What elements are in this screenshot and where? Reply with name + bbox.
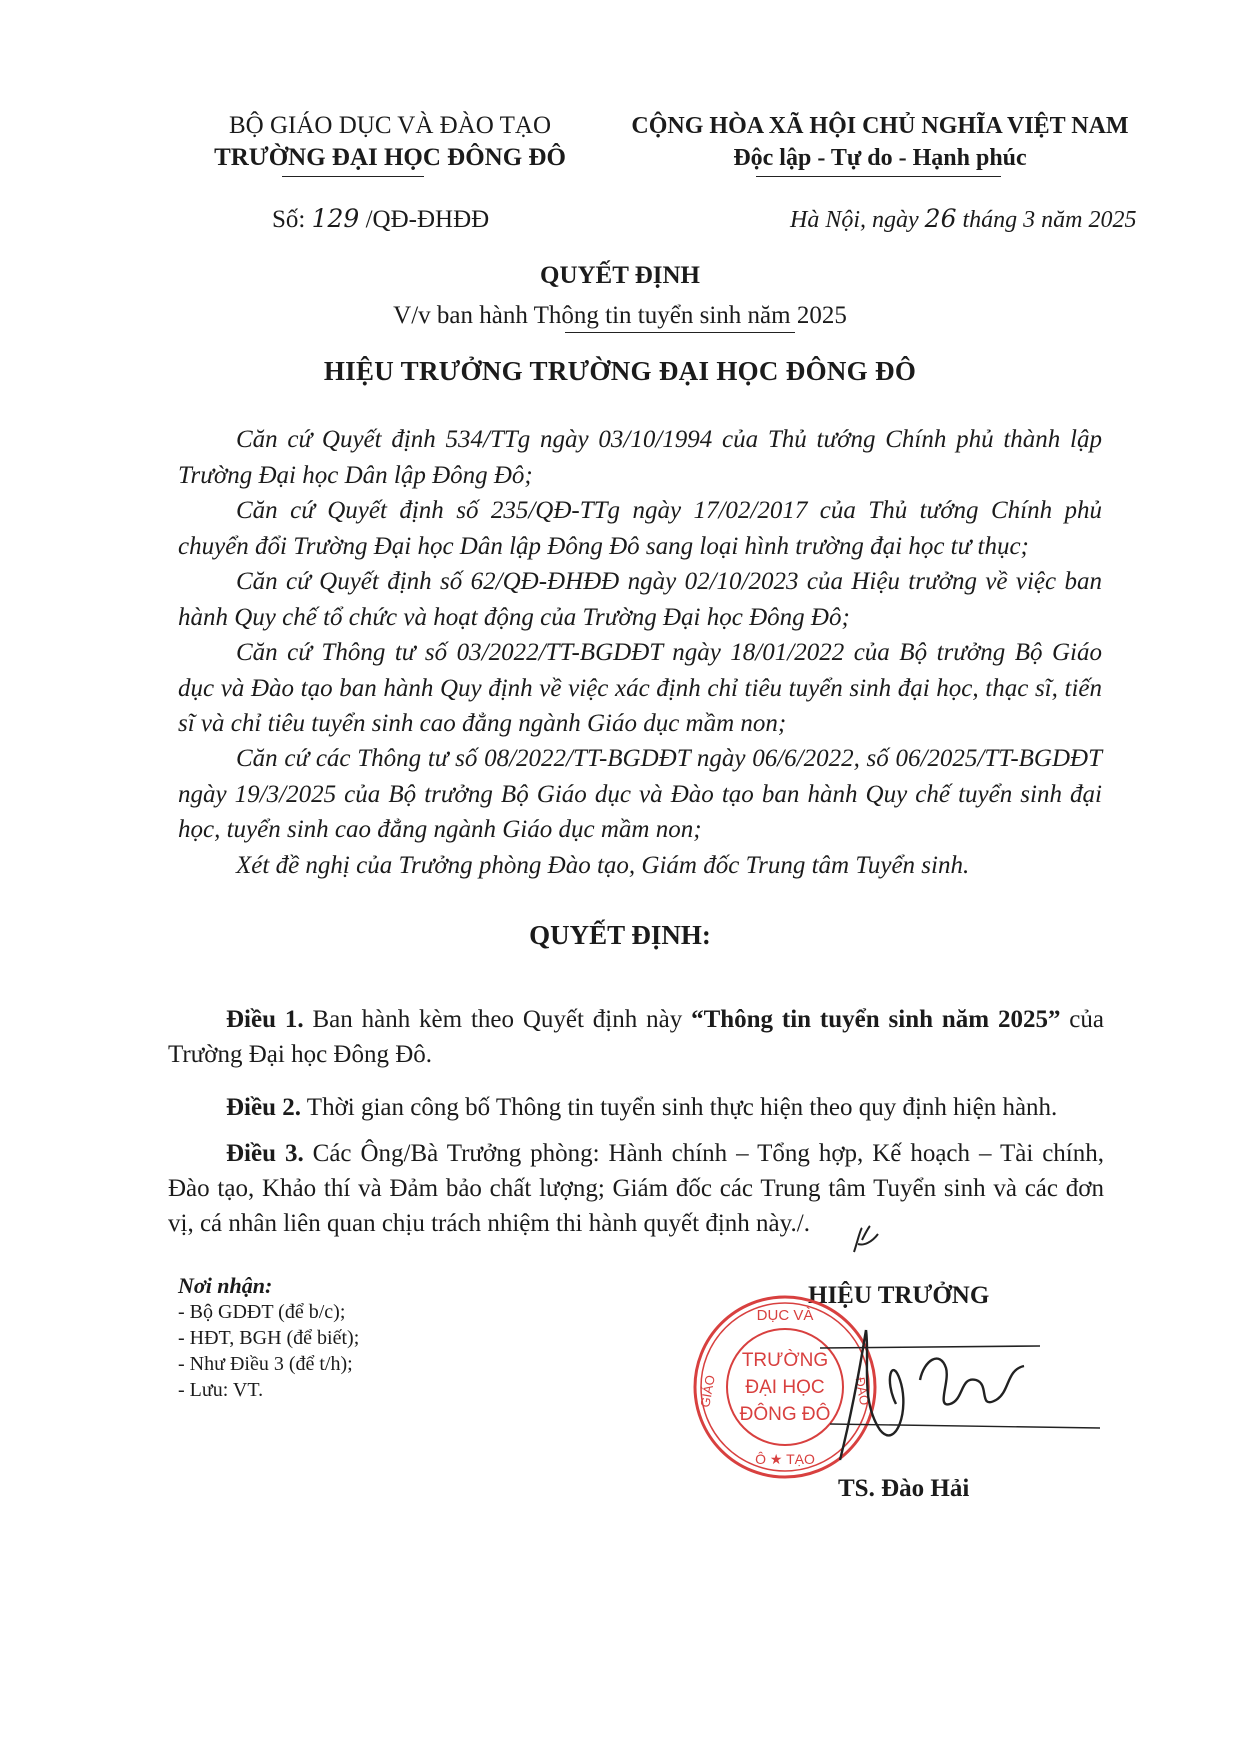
- article-2: [168, 1090, 1104, 1125]
- svg-text:GIÁO: GIÁO: [697, 1373, 718, 1409]
- signer-name: TS. Đào Hải: [838, 1475, 970, 1502]
- svg-text:TRƯỜNG: TRƯỜNG: [741, 1350, 829, 1371]
- republic-name: CỘNG HÒA XÃ HỘI CHỦ NGHĨA VIỆT NAM: [631, 113, 1129, 139]
- handwritten-day: 26: [924, 204, 957, 233]
- svg-text:ĐÀO: ĐÀO: [852, 1376, 873, 1407]
- ministry-name: BỘ GIÁO DỤC VÀ ĐÀO TẠO: [229, 112, 551, 139]
- national-motto: Độc lập - Tự do - Hạnh phúc: [733, 145, 1027, 171]
- issuing-organization: [170, 110, 610, 174]
- article-1-label: Điều 1.: [226, 1006, 304, 1033]
- signer-title: HIỆU TRƯỞNG: [808, 1282, 990, 1309]
- document-number: [272, 204, 489, 234]
- initial-mark: [848, 1222, 884, 1258]
- handwritten-number: 129: [311, 204, 360, 233]
- subject-underline: [565, 332, 795, 333]
- number-prefix: Số:: [272, 206, 312, 233]
- svg-text:Ô ★ TẠO: Ô ★ TẠO: [755, 1451, 815, 1467]
- legal-basis-6: Xét đề nghị của Trưởng phòng Đào tạo, Giám đốc Trung tâm Tuyển sinh.: [236, 852, 970, 879]
- article-1-emphasis: “Thông tin tuyển sinh năm 2025”: [691, 1006, 1061, 1033]
- svg-text:ĐÔNG ĐÔ: ĐÔNG ĐÔ: [739, 1404, 831, 1425]
- issuing-authority: HIỆU TRƯỞNG TRƯỜNG ĐẠI HỌC ĐÔNG ĐÔ: [323, 356, 917, 386]
- svg-text:DỤC VÀ: DỤC VÀ: [756, 1307, 814, 1324]
- date-suffix: tháng 3 năm 2025: [956, 207, 1137, 233]
- document-subject: V/v ban hành Thông tin tuyển sinh năm 2025: [393, 302, 847, 329]
- article-3-label: Điều 3.: [226, 1140, 304, 1167]
- legal-basis-5: Căn cứ các Thông tư số 08/2022/TT-BGDĐT ngày 06/6/2022, số 06/2025/TT-BGDĐT ngày 19/3/2025 của Bộ trưởng Bộ Giáo dục và Đào tạo ban hành Quy chế tuyển sinh đại học, tuyển sinh cao đẳng ngành Giáo dục mầm non;: [178, 745, 1102, 843]
- article-1: [168, 1002, 1104, 1072]
- recipient-item: - Lưu: VT.: [178, 1379, 264, 1401]
- legal-basis-3: Căn cứ Quyết định số 62/QĐ-ĐHĐĐ ngày 02/10/2023 của Hiệu trưởng về việc ban hành Quy chế tổ chức và hoạt động của Trường Đại học Đông Đô;: [178, 568, 1102, 631]
- recipient-item: - Như Điều 3 (để t/h);: [178, 1353, 353, 1375]
- article-1-text-before: Ban hành kèm theo Quyết định này: [303, 1006, 692, 1033]
- date-prefix: Hà Nội, ngày: [790, 207, 925, 233]
- national-header: [610, 110, 1150, 174]
- article-2-text: Thời gian công bố Thông tin tuyển sinh thực hiện theo quy định hiện hành.: [301, 1094, 1058, 1121]
- recipient-item: - HĐT, BGH (để biết);: [178, 1327, 360, 1349]
- recipients-label: Nơi nhận:: [178, 1273, 273, 1298]
- recipients-block: [178, 1273, 359, 1403]
- motto-underline: [756, 176, 1001, 177]
- article-3: [168, 1136, 1104, 1241]
- svg-text:ĐẠI HỌC: ĐẠI HỌC: [745, 1377, 825, 1398]
- handwritten-signature: [800, 1320, 1120, 1470]
- document-title: QUYẾT ĐỊNH: [540, 262, 700, 289]
- number-suffix: /QĐ-ĐHĐĐ: [359, 206, 490, 233]
- decision-heading: QUYẾT ĐỊNH:: [529, 920, 711, 950]
- legal-basis-4: Căn cứ Thông tư số 03/2022/TT-BGDĐT ngày 18/01/2022 của Bộ trưởng Bộ Giáo dục và Đào tạo ban hành Quy định về việc xác định chỉ tiêu tuyển sinh đại học, thạc sĩ, tiến sĩ và chỉ tiêu tuyển sinh cao đẳng ngành Giáo dục mầm non;: [178, 639, 1102, 737]
- university-name: TRƯỜNG ĐẠI HỌC ĐÔNG ĐÔ: [214, 144, 566, 171]
- article-3-text: Các Ông/Bà Trưởng phòng: Hành chính – Tổng hợp, Kế hoạch – Tài chính, Đào tạo, Khảo thí và Đảm bảo chất lượng; Giám đốc các Trung tâm Tuyển sinh và các đơn vị, cá nhân liên quan chịu trách nhiệm thi hành quyết định này./.: [168, 1140, 1104, 1237]
- legal-basis-2: Căn cứ Quyết định số 235/QĐ-TTg ngày 17/02/2017 của Thủ tướng Chính phủ chuyển đổi Trường Đại học Dân lập Đông Đô sang loại hình trường đại học tư thục;: [178, 497, 1102, 560]
- recipient-item: - Bộ GDĐT (để b/c);: [178, 1301, 346, 1323]
- article-1-text-after: của Trường Đại học Đông Đô.: [168, 1006, 1105, 1068]
- article-2-label: Điều 2.: [226, 1094, 301, 1121]
- issue-date: [790, 204, 1136, 234]
- org-underline: [282, 176, 424, 177]
- legal-basis-1: Căn cứ Quyết định 534/TTg ngày 03/10/1994 của Thủ tướng Chính phủ thành lập Trường Đại học Dân lập Đông Đô;: [178, 426, 1102, 489]
